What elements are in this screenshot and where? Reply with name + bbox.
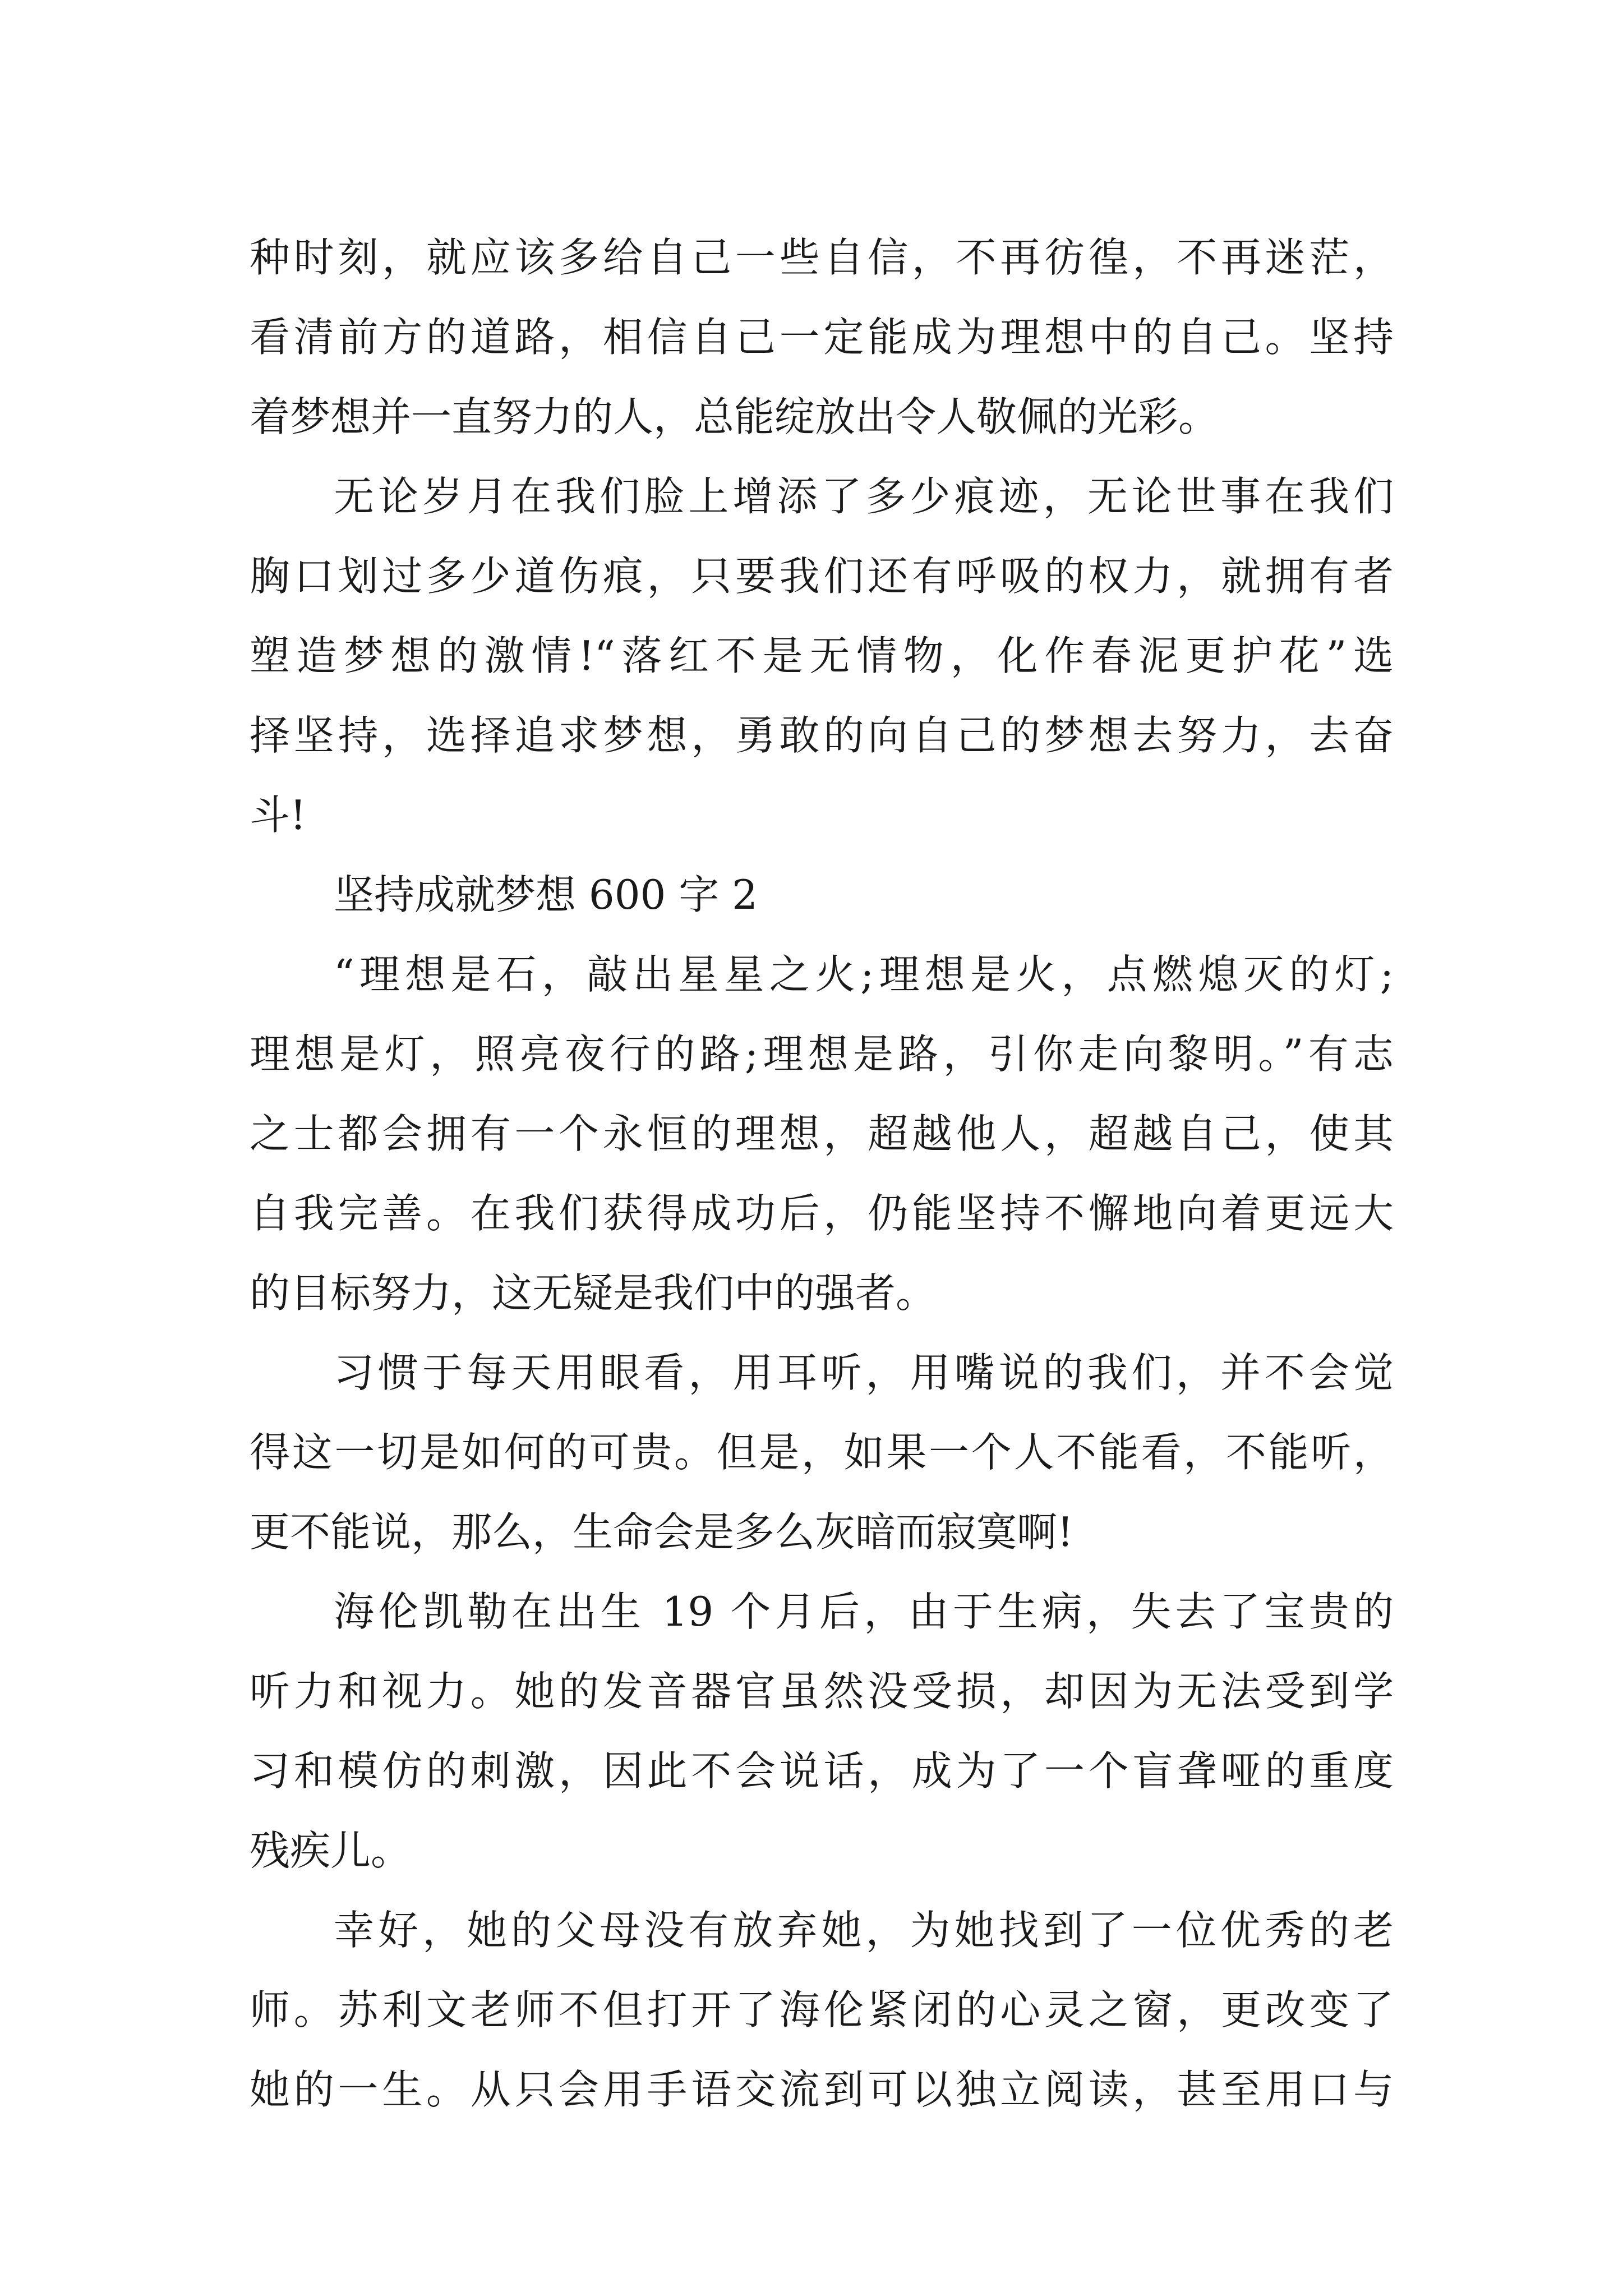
text-line: 理想是灯，照亮夜行的路;理想是路，引你走向黎明。”有志 — [250, 1030, 1394, 1078]
text-line: 得这一切是如何的可贵。但是，如果一个人不能看，不能听， — [250, 1429, 1394, 1476]
body-text — [250, 218, 1394, 2129]
text-line: 师。苏利文老师不但打开了海伦紧闭的心灵之窗，更改变了 — [250, 1986, 1394, 2033]
text-line: 她的一生。从只会用手语交流到可以独立阅读，甚至用口与 — [250, 2066, 1394, 2113]
text-line: 塑造梦想的激情!“落红不是无情物，化作春泥更护花”选 — [250, 632, 1394, 679]
text-line: 自我完善。在我们获得成功后，仍能坚持不懈地向着更远大 — [250, 1190, 1394, 1237]
text-line: 斗! — [250, 792, 306, 839]
text-line: 择坚持，选择追求梦想，勇敢的向自己的梦想去努力，去奋 — [250, 712, 1394, 759]
text-line: 听力和视力。她的发音器官虽然没受损，却因为无法受到学 — [250, 1668, 1394, 1715]
text-line: 胸口划过多少道伤痕，只要我们还有呼吸的权力，就拥有者 — [250, 553, 1394, 600]
text-line: 习惯于每天用眼看，用耳听，用嘴说的我们，并不会觉 — [334, 1349, 1394, 1396]
text-line: 着梦想并一直努力的人，总能绽放出令人敬佩的光彩。 — [250, 393, 1219, 440]
text-line: 习和模仿的刺激，因此不会说话，成为了一个盲聋哑的重度 — [250, 1747, 1394, 1795]
text-line: 更不能说，那么，生命会是多么灰暗而寂寞啊! — [250, 1508, 1073, 1556]
text-line: 看清前方的道路，相信自己一定能成为理想中的自己。坚持 — [250, 314, 1394, 361]
section-heading: 坚持成就梦想 600 字 2 — [334, 871, 758, 918]
text-line: 无论岁月在我们脸上增添了多少痕迹，无论世事在我们 — [334, 473, 1394, 520]
text-line: “理想是石，敲出星星之火;理想是火，点燃熄灭的灯; — [334, 951, 1394, 998]
text-line: 幸好，她的父母没有放弃她，为她找到了一位优秀的老 — [334, 1907, 1394, 1954]
text-line: 之士都会拥有一个永恒的理想，超越他人，超越自己，使其 — [250, 1110, 1394, 1157]
text-line: 种时刻，就应该多给自己一些自信，不再彷徨，不再迷茫， — [250, 234, 1394, 281]
text-line: 海伦凯勒在出生 19 个月后，由于生病，失去了宝贵的 — [334, 1588, 1394, 1635]
text-line: 残疾儿。 — [250, 1827, 412, 1874]
text-line: 的目标努力，这无疑是我们中的强者。 — [250, 1269, 937, 1317]
